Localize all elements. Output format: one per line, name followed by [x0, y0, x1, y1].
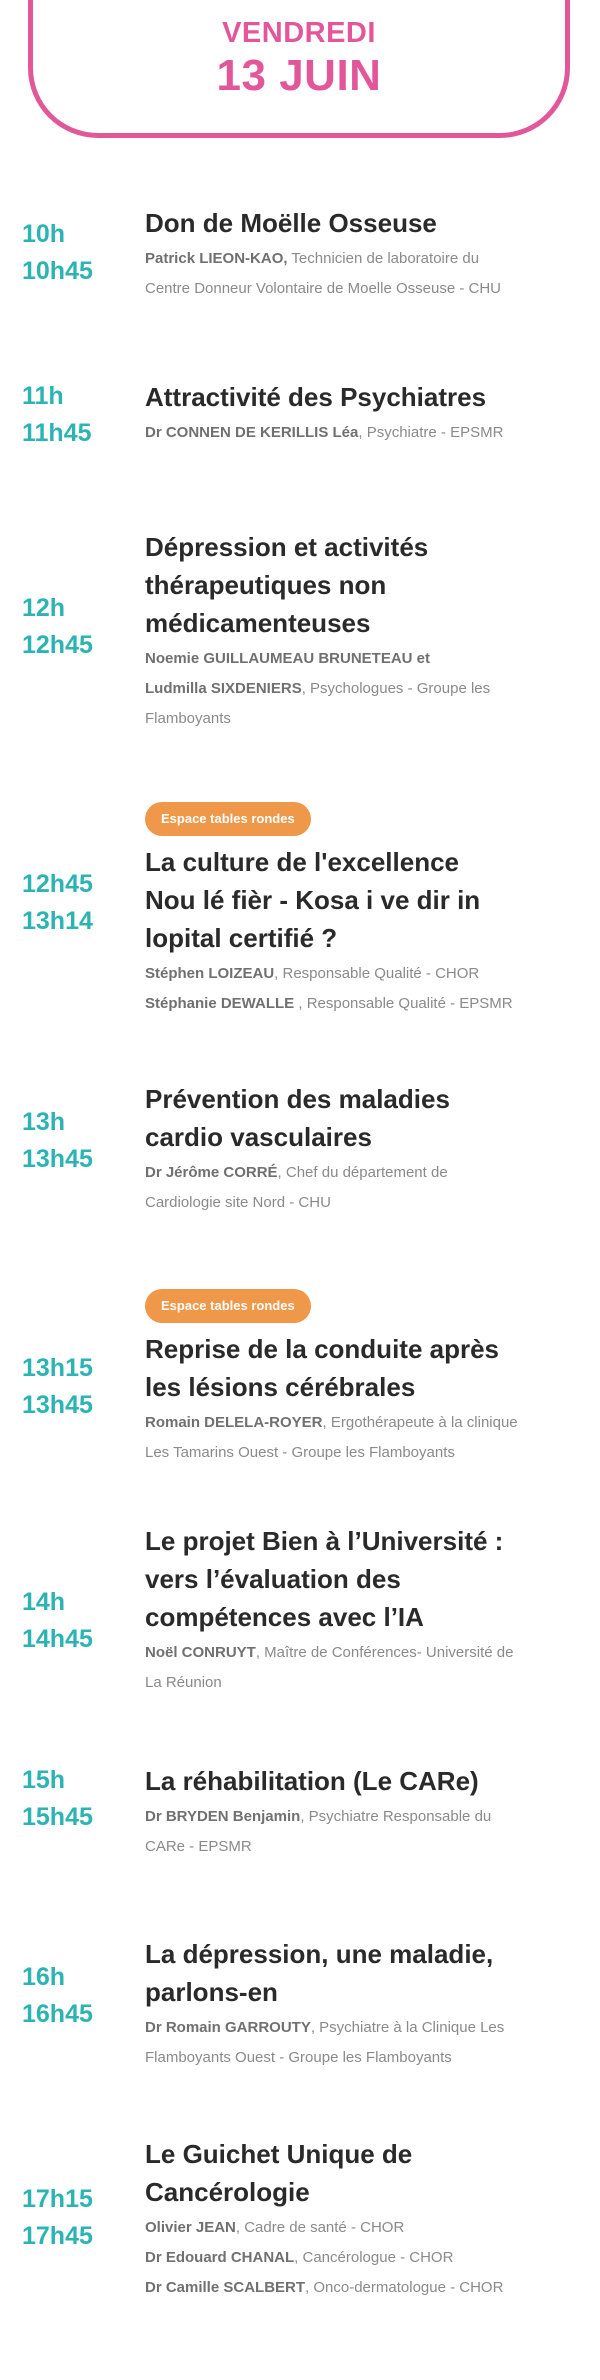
speaker-role: Flamboyants Ouest - Groupe les Flamboyants: [145, 2049, 452, 2066]
speaker-role: Centre Donneur Volontaire de Moelle Osseuse - CHU: [145, 280, 502, 297]
session-start-time: 12h: [22, 594, 66, 622]
session-speakers: [145, 244, 585, 304]
room-badge: Espace tables rondes: [145, 802, 311, 836]
date-label: 13 JUIN: [216, 51, 382, 100]
session-time: [22, 1959, 132, 2033]
session-title-line: Dépression et activités: [145, 532, 429, 562]
session-title: [145, 204, 585, 242]
session-title-line: La réhabilitation (Le CARe): [145, 1766, 479, 1796]
speaker-line: [145, 2273, 585, 2303]
day-label: VENDREDI: [222, 17, 376, 49]
session-content: [145, 528, 585, 734]
speaker-name: Stéphanie DEWALLE: [145, 995, 295, 1012]
session-content: [145, 378, 585, 448]
speaker-role: , Psychiatre à la Clinique Les: [310, 2019, 505, 2036]
speaker-role: , Maître de Conférences- Université de: [255, 1644, 514, 1661]
speaker-line: [145, 1158, 585, 1188]
session-end-time: 13h45: [22, 1391, 93, 1419]
session-time: [22, 1350, 132, 1424]
session-time: [22, 590, 132, 664]
session-title-line: Attractivité des Psychiatres: [145, 382, 487, 412]
session-start-time: 17h15: [22, 2185, 93, 2213]
session-content: [145, 1522, 585, 1698]
session-title-line: lopital certifié ?: [145, 923, 338, 953]
session-time: [22, 866, 132, 940]
session-content: [145, 204, 585, 304]
session-title-line: thérapeutiques non: [145, 570, 387, 600]
session-start-time: 10h: [22, 220, 66, 248]
speaker-name: Romain DELELA-ROYER: [145, 1414, 323, 1431]
session-title-line: La dépression, une maladie,: [145, 1939, 494, 1969]
session-title-line: les lésions cérébrales: [145, 1372, 416, 1402]
speaker-role: , Onco-dermatologue - CHOR: [305, 2279, 504, 2296]
session-speakers: [145, 2213, 585, 2303]
speaker-role: , Cancérologue - CHOR: [294, 2249, 454, 2266]
speaker-role: , Psychiatre - EPSMR: [358, 424, 504, 441]
date-header: [28, 0, 570, 138]
session-speakers: [145, 418, 585, 448]
speaker-line: [145, 1832, 585, 1862]
session-end-time: 13h45: [22, 1145, 93, 1173]
speaker-role: CARe - EPSMR: [145, 1838, 252, 1855]
speaker-role: , Responsable Qualité - CHOR: [274, 965, 480, 982]
speaker-role: , Psychologues - Groupe les: [301, 680, 491, 697]
session-time: [22, 1762, 132, 1836]
speaker-role: Technicien de laboratoire du: [287, 250, 480, 267]
session-content: [145, 1289, 585, 1468]
speaker-role: La Réunion: [145, 1674, 222, 1691]
session-speakers: [145, 1802, 585, 1862]
session-content: [145, 802, 585, 1019]
speaker-line: [145, 2213, 585, 2243]
session-content: [145, 1080, 585, 1218]
room-badge: Espace tables rondes: [145, 1289, 311, 1323]
session-content: [145, 1935, 585, 2073]
speaker-line: [145, 1438, 585, 1468]
session-title: [145, 1935, 585, 2011]
session-title-line: Cancérologie: [145, 2177, 310, 2207]
session-title-line: Le Guichet Unique de: [145, 2139, 413, 2169]
session-start-time: 13h15: [22, 1354, 93, 1382]
session-title-line: La culture de l'excellence: [145, 847, 459, 877]
speaker-line: [145, 2013, 585, 2043]
session-title-line: médicamenteuses: [145, 608, 371, 638]
speaker-line: [145, 674, 585, 704]
speaker-name: Dr BRYDEN Benjamin: [145, 1808, 301, 1825]
speaker-role: , Responsable Qualité - EPSMR: [294, 995, 513, 1012]
speaker-line: [145, 274, 585, 304]
speaker-name: Stéphen LOIZEAU: [145, 965, 275, 982]
speaker-name: Dr Edouard CHANAL: [145, 2249, 295, 2266]
session-start-time: 12h45: [22, 870, 93, 898]
session-end-time: 13h14: [22, 907, 93, 935]
session-time: [22, 2181, 132, 2255]
speaker-role: , Chef du département de: [277, 1164, 448, 1181]
speaker-line: [145, 418, 585, 448]
speaker-role: , Psychiatre Responsable du: [300, 1808, 492, 1825]
session-title: [145, 528, 585, 642]
speaker-role: Les Tamarins Ouest - Groupe les Flamboyants: [145, 1444, 455, 1461]
speaker-name: Olivier JEAN: [145, 2219, 236, 2236]
session-title-line: Prévention des maladies: [145, 1084, 450, 1114]
speaker-line: [145, 1638, 585, 1668]
session-title: [145, 1762, 585, 1800]
speaker-line: [145, 1188, 585, 1218]
speaker-line: [145, 1408, 585, 1438]
speaker-line: [145, 1668, 585, 1698]
speaker-name: Patrick LIEON-KAO,: [145, 250, 288, 267]
speaker-name: Dr Romain GARROUTY: [145, 2019, 311, 2036]
speaker-line: [145, 959, 585, 989]
speaker-role: Cardiologie site Nord - CHU: [145, 1194, 331, 1211]
speaker-name: Ludmilla SIXDENIERS: [145, 680, 302, 697]
session-start-time: 15h: [22, 1766, 66, 1794]
session-title-line: Don de Moëlle Osseuse: [145, 208, 437, 238]
session-end-time: 17h45: [22, 2222, 93, 2250]
session-title: [145, 1330, 585, 1406]
session-speakers: [145, 644, 585, 734]
session-time: [22, 1584, 132, 1658]
speaker-role: Flamboyants: [145, 710, 231, 727]
speaker-role: , Cadre de santé - CHOR: [235, 2219, 405, 2236]
session-speakers: [145, 1638, 585, 1698]
session-start-time: 16h: [22, 1963, 66, 1991]
session-end-time: 14h45: [22, 1625, 93, 1653]
session-title-line: Nou lé fièr - Kosa i ve dir in: [145, 885, 481, 915]
session-end-time: 12h45: [22, 631, 93, 659]
session-end-time: 16h45: [22, 2000, 93, 2028]
speaker-line: [145, 2043, 585, 2073]
session-title: [145, 1522, 585, 1636]
session-title: [145, 843, 585, 957]
session-title-line: Le projet Bien à l’Université :: [145, 1526, 504, 1556]
session-speakers: [145, 1158, 585, 1218]
session-title-line: compétences avec l’IA: [145, 1602, 424, 1632]
session-content: [145, 1762, 585, 1862]
session-start-time: 13h: [22, 1108, 66, 1136]
session-title-line: Reprise de la conduite après: [145, 1334, 500, 1364]
speaker-role: , Ergothérapeute à la clinique: [322, 1414, 518, 1431]
speaker-line: [145, 989, 585, 1019]
session-content: [145, 2135, 585, 2303]
session-title-line: cardio vasculaires: [145, 1122, 372, 1152]
session-start-time: 14h: [22, 1588, 66, 1616]
session-speakers: [145, 1408, 585, 1468]
session-start-time: 11h: [22, 382, 64, 410]
speaker-name: Dr CONNEN DE KERILLIS Léa: [145, 424, 359, 441]
session-speakers: [145, 959, 585, 1019]
speaker-name: Dr Jérôme CORRÉ: [145, 1164, 278, 1181]
speaker-name: Dr Camille SCALBERT: [145, 2279, 306, 2296]
session-title: [145, 378, 585, 416]
speaker-line: [145, 2243, 585, 2273]
speaker-line: [145, 644, 585, 674]
session-end-time: 15h45: [22, 1803, 93, 1831]
session-end-time: 10h45: [22, 257, 93, 285]
speaker-name: Noël CONRUYT: [145, 1644, 256, 1661]
session-time: [22, 1104, 132, 1178]
session-end-time: 11h45: [22, 419, 92, 447]
session-title-line: vers l’évaluation des: [145, 1564, 401, 1594]
session-time: [22, 216, 132, 290]
session-title: [145, 2135, 585, 2211]
session-speakers: [145, 2013, 585, 2073]
session-title: [145, 1080, 585, 1156]
speaker-line: [145, 1802, 585, 1832]
speaker-line: [145, 704, 585, 734]
session-title-line: parlons-en: [145, 1977, 278, 2007]
speaker-name: Noemie GUILLAUMEAU BRUNETEAU et: [145, 650, 431, 667]
speaker-line: [145, 244, 585, 274]
session-time: [22, 378, 132, 452]
